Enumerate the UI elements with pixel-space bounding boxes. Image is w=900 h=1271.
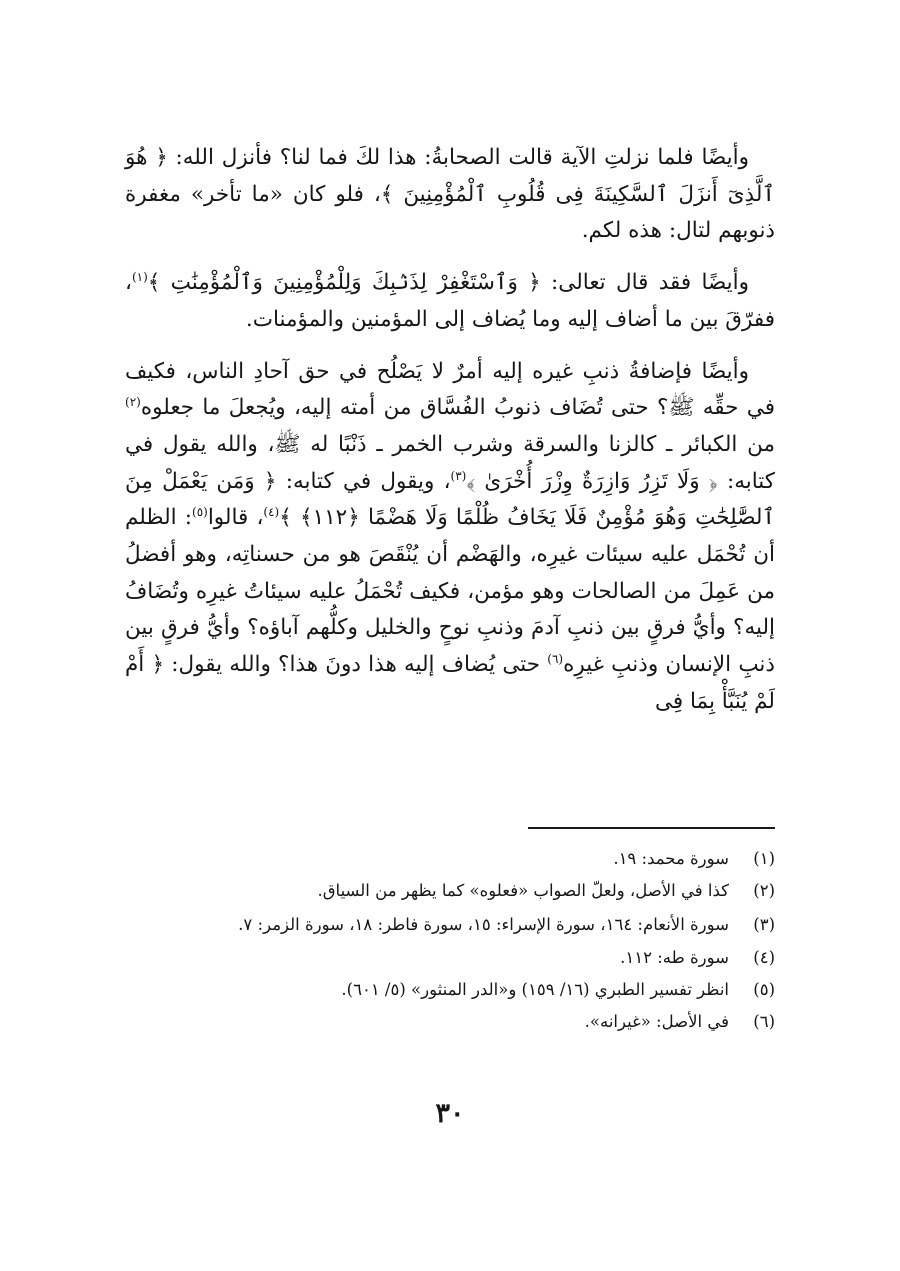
footnote-3	[125, 907, 775, 942]
footnote-text: انظر تفسير الطبري (١٦/ ١٥٩) و«الدر المنثور» (٥/ ٦٠١).	[341, 980, 729, 999]
footnote-ref-3[interactable]: (٣)	[450, 468, 467, 483]
paragraph-3-text-c: ، ويقول في كتابه: ﴿ وَمَن يَعْمَلْ مِنَ ٱلصَّٰلِحَٰتِ وَهُوَ مُؤْمِنٌ فَلَا يَخَافُ ظُلْمًا وَلَا هَضْمًا ﴿١١٢﴾ ﴾	[125, 468, 775, 531]
footnote-text: كذا في الأصل، ولعلّ الصواب «فعلوه» كما يظهر من السياق.	[317, 881, 729, 900]
footnote-ref-1[interactable]: (١)	[131, 270, 148, 285]
footnote-number: (٦)	[753, 1012, 775, 1031]
footnote-number: (٤)	[753, 948, 775, 967]
main-text	[125, 140, 775, 721]
paragraph-2-text-a: وأيضًا فقد قال تعالى: ﴿ وَٱسْتَغْفِرْ لِذَنۢبِكَ وَلِلْمُؤْمِنِينَ وَٱلْمُؤْمِنَٰتِ ﴾	[147, 270, 749, 296]
footnote-text: سورة طه: ١١٢.	[620, 948, 729, 967]
paragraph-1-text: وأيضًا فلما نزلتِ الآية قالت الصحابةُ: هذا لكَ فما لنا؟ فأنزل الله: ﴿ هُوَ ٱلَّذِىٓ أَنزَلَ ٱلسَّكِينَةَ فِى قُلُوبِ ٱلْمُؤْمِنِينَ ﴾، فلو كان «ما تأخر» مغفرة ذنوبهم لتال: هذه لكم.	[125, 145, 775, 244]
footnotes	[125, 843, 775, 1038]
footnote-text: في الأصل: «غيرانه».	[584, 1012, 729, 1031]
footnote-5	[125, 974, 775, 1006]
footnote-ref-6[interactable]: (٦)	[547, 652, 564, 667]
footnote-6	[125, 1006, 775, 1038]
footnote-ref-5[interactable]: (٥)	[192, 505, 208, 520]
footnote-4	[125, 942, 775, 974]
footnote-number: (٢)	[753, 881, 775, 900]
paragraph-2-text-b: ، ففرّقَ بين ما أضاف إليه وما يُضاف إلى المؤمنين والمؤمنات.	[125, 270, 775, 332]
footnote-ref-2[interactable]: (٢)	[125, 395, 141, 410]
footnote-separator	[528, 827, 775, 829]
page-number: ٣٠	[435, 1098, 465, 1129]
footnote-text: سورة الأنعام: ١٦٤، سورة الإسراء: ١٥، سورة فاطر: ١٨، سورة الزمر: ٧.	[238, 915, 729, 934]
footnote-number: (٥)	[753, 980, 775, 999]
paragraph-2	[125, 265, 775, 338]
paragraph-3-text-b: من الكبائر ـ كالزنا والسرقة وشرب الخمر ـ ذَنْبًا له ﷺ، والله يقول في كتابه: ﴿ وَلَا تَزِرُ وَازِرَةٌ وِزْرَ أُخْرَىٰ ﴾	[125, 431, 775, 494]
footnote-1	[125, 843, 775, 875]
paragraph-3-text-e: : الظلم أن تُحْمَل عليه سيئات غيرِه، والهَضْم أن يُنْقَصَ هو من حسناتِه، وهو أفضلُ من عَمِلَ من الصالحات وهو مؤمن، فكيف تُحْمَلُ عليه سيئاتُ غيرِه وتُضَافُ إليه؟ وأيُّ فرقٍ بين ذنبِ آدمَ وذنبِ نوحٍ والخليل وكلُّهم آباؤه؟ وأيُّ فرقٍ بين ذنبِ الإنسان وذنبِ غيرِه	[125, 505, 775, 678]
paragraph-3-text-f: حتى يُضاف إليه هذا دونَ هذا؟ والله يقول: ﴿ أَمْ لَمْ يُنَبَّأْ بِمَا فِى	[125, 652, 775, 714]
footnote-ref-4[interactable]: (٤)	[263, 505, 280, 520]
paragraph-1	[125, 140, 775, 250]
paragraph-3	[125, 354, 775, 721]
footnote-number: (١)	[753, 849, 775, 868]
paragraph-3-text-a: وأيضًا فإضافةُ ذنبِ غيره إليه أمرٌ لا يَصْلُح في حق آحادِ الناس، فكيف في حقِّه ﷺ؟ حتى تُضَاف ذنوبُ الفُسَّاق من أمته إليه، ويُجعلَ ما جعلوه	[125, 358, 775, 421]
paragraph-3-text-d: ، قالوا	[207, 505, 264, 531]
footnote-text: سورة محمد: ١٩.	[613, 849, 729, 868]
footnote-2	[125, 875, 775, 907]
footnote-number: (٣)	[753, 915, 775, 934]
